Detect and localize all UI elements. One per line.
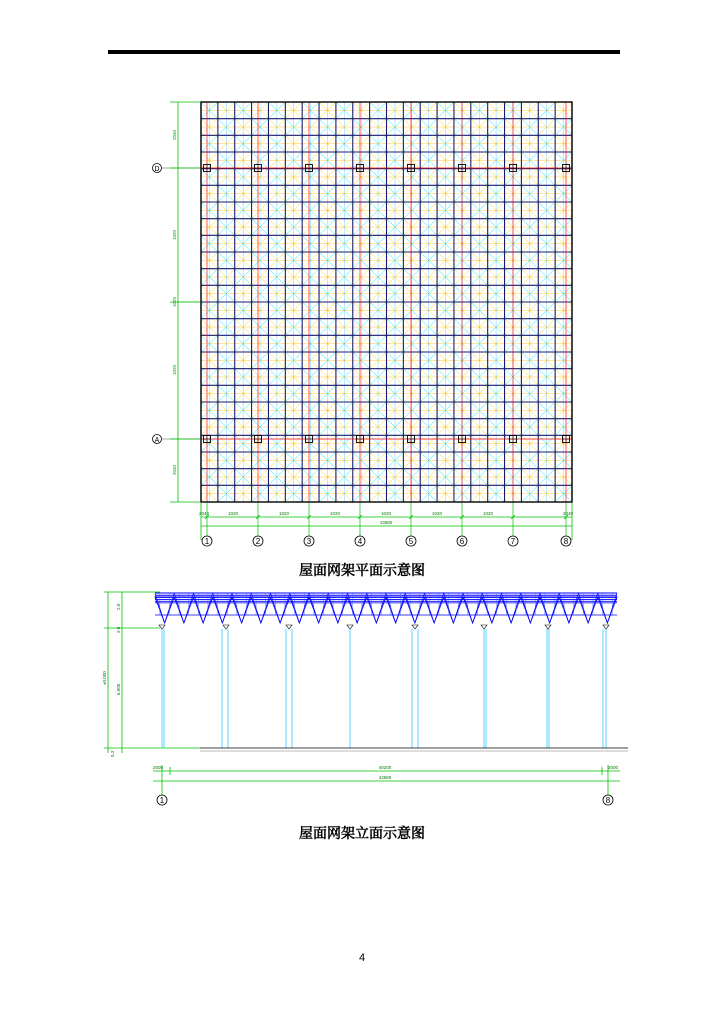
page-number: 4 [358, 952, 366, 964]
elevation-left-dimension [104, 592, 200, 753]
bottom-dim-7: 1020 [482, 511, 494, 516]
svg-text:2.0: 2.0 [116, 603, 121, 610]
elev-axis-label-1: 1 [159, 796, 165, 805]
col-label-3: 3 [306, 537, 312, 546]
left-dim-2: 1020 [172, 229, 177, 240]
elevation-dim-bottom: 43680 [378, 775, 392, 780]
svg-text:±0.000: ±0.000 [102, 671, 107, 685]
bottom-dim-6: 1020 [431, 511, 443, 516]
left-dim-4: 1020 [172, 364, 177, 375]
bottom-dim-1: 2040 [198, 511, 210, 516]
svg-text:0.3: 0.3 [110, 750, 115, 757]
left-dim-1: 2040 [172, 129, 177, 140]
bottom-dim-5: 1020 [380, 511, 392, 516]
col-marker-8 [561, 536, 571, 546]
left-dim-5: 2040 [172, 464, 177, 475]
col-label-5: 5 [408, 537, 414, 546]
col-label-4: 4 [357, 537, 363, 546]
col-marker-3 [304, 536, 314, 546]
col-marker-4 [355, 536, 365, 546]
roof-truss-elevation-drawing [0, 585, 724, 825]
row-marker-A [153, 435, 162, 445]
elevation-caption: 屋面网架立面示意图 [299, 826, 425, 842]
row-marker-D [153, 164, 162, 174]
col-marker-1 [202, 536, 212, 546]
svg-text:2000: 2000 [152, 765, 164, 770]
bottom-dim-total: 43680 [379, 520, 393, 525]
plan-caption: 屋面网架平面示意图 [299, 563, 425, 579]
elev-axis-marker-8 [603, 795, 613, 805]
elevation-dim-top: 40200 [378, 765, 392, 770]
col-label-2: 2 [255, 537, 261, 546]
col-marker-7 [508, 536, 518, 546]
col-label-6: 6 [459, 537, 465, 546]
bottom-dim-4: 1020 [329, 511, 341, 516]
svg-text:2000: 2000 [607, 765, 619, 770]
elevation-truss [155, 593, 617, 629]
svg-text:2.0: 2.0 [116, 626, 121, 633]
col-marker-2 [253, 536, 263, 546]
row-label-A: A [154, 437, 160, 444]
col-label-7: 7 [510, 537, 516, 546]
svg-text:6.500: 6.500 [116, 683, 121, 695]
elev-axis-label-8: 8 [605, 796, 611, 805]
bottom-dim-8: 2040 [562, 511, 574, 516]
col-marker-5 [406, 536, 416, 546]
elev-axis-marker-1 [157, 795, 167, 805]
col-label-8: 8 [563, 537, 569, 546]
elevation-columns [162, 629, 606, 748]
bottom-dim-3: 1020 [278, 511, 290, 516]
col-marker-6 [457, 536, 467, 546]
row-label-D: D [154, 166, 160, 173]
column-axis-markers [202, 536, 571, 546]
left-dim-3: 1020 [172, 296, 177, 307]
bottom-dim-2: 1020 [227, 511, 239, 516]
col-label-1: 1 [204, 537, 210, 546]
